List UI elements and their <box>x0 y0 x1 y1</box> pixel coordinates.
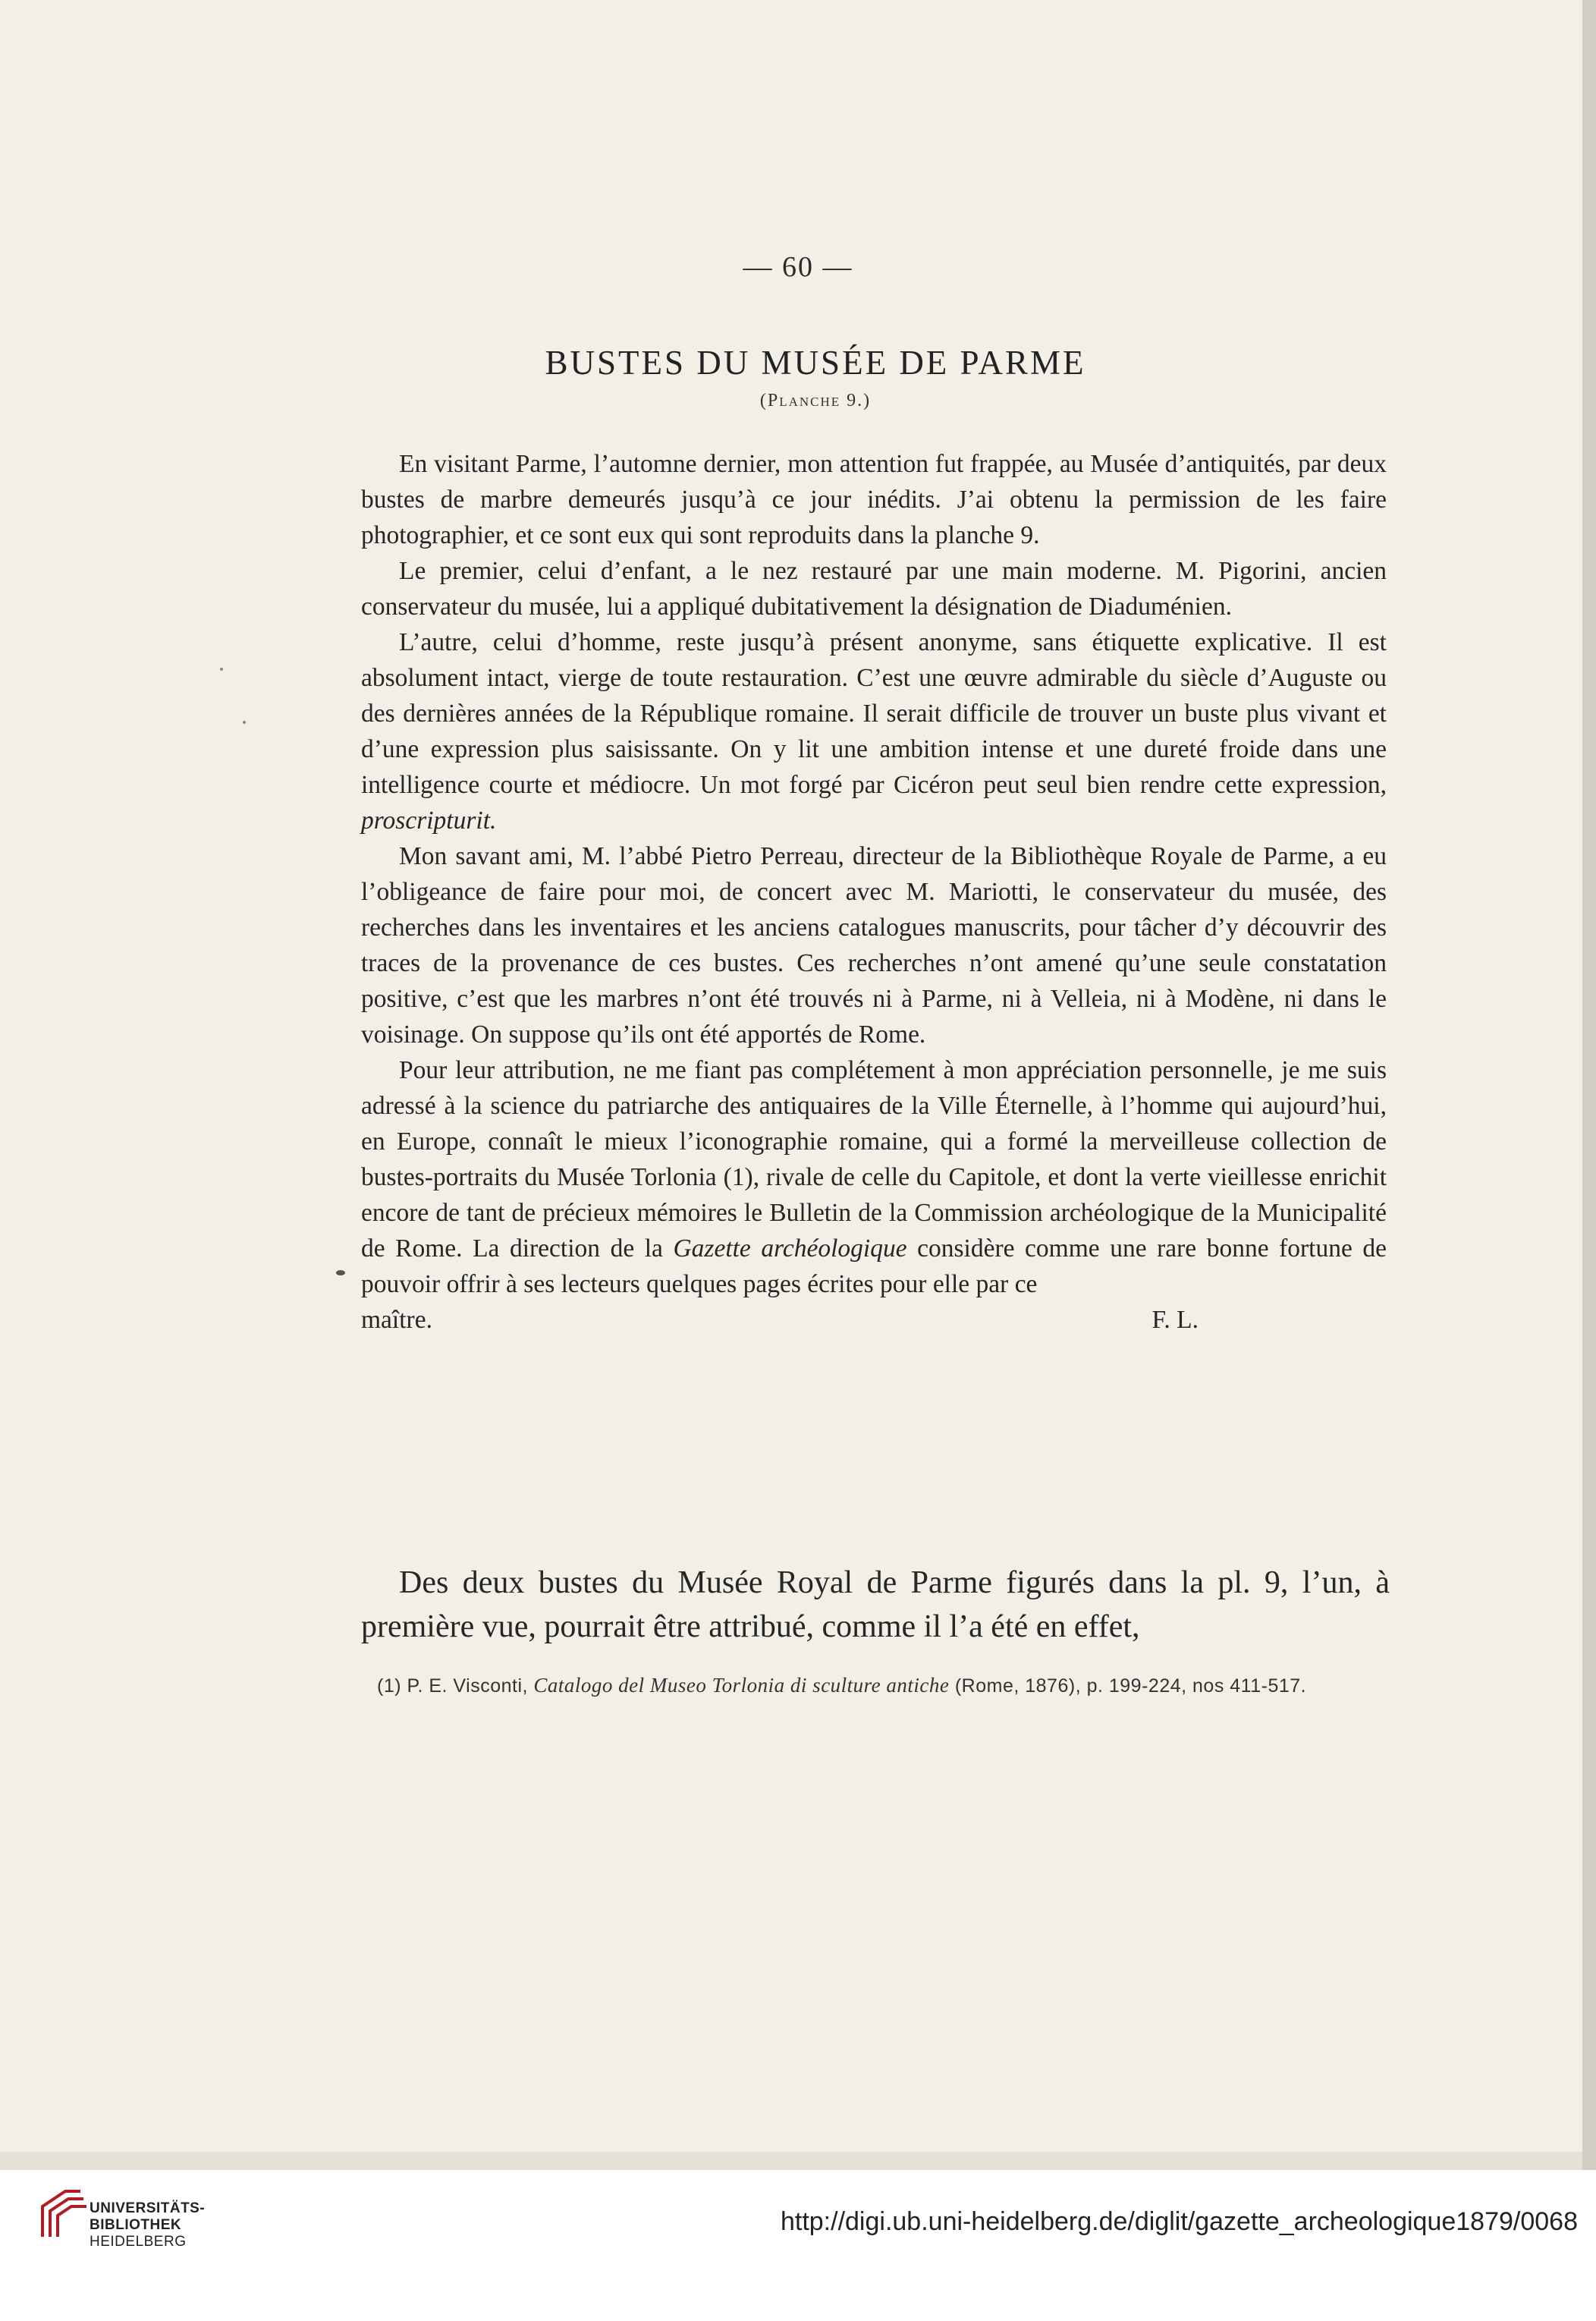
library-logo-icon <box>35 2184 96 2244</box>
journal-name: Gazette archéologique <box>673 1234 907 1263</box>
page-number: — 60 — <box>743 251 853 283</box>
intro-paragraph: Le premier, celui d’enfant, a le nez restauré par une main moderne. M. Pigorini, ancien conservateur du musée, lui a appliqué dubitativement la désignation de Diaduménien. <box>361 557 1387 621</box>
paragraph-text: L’autre, celui d’homme, reste jusqu’à présent anonyme, sans étiquette explicative. Il est absolument intact, vierge de toute restauration. C’est une œuvre admirable du siècle d’Auguste ou des dernières années de la République romaine. Il serait difficile de trouver un buste plus vivant et d’une expression plus saisissante. On y lit une ambition intense et une dureté froide dans une intelligence courte et médiocre. Un mot forgé par Cicéron peut seul bien rendre cette expression, <box>361 628 1387 799</box>
footnote-marker: (1) P. E. Visconti, <box>377 1675 528 1697</box>
author-signoff: F. L. <box>1151 1306 1199 1334</box>
paragraph-text: considère comme une rare bonne fortune de pouvoir offrir à ses lecteurs quelques pages écrites pour elle par ce <box>361 1234 1387 1298</box>
page-edge-shadow <box>1582 0 1596 2170</box>
signature-line <box>361 1302 1387 1338</box>
footnote <box>377 1674 1409 1697</box>
plate-reference: (Planche 9.) <box>759 391 872 410</box>
footer-bar <box>0 2170 1596 2321</box>
intro-paragraph: En visitant Parme, l’automne dernier, mon attention fut frappée, au Musée d’antiquités, par deux bustes de marbre demeurés jusqu’à ce jour inédits. J’ai obtenu la permission de les faire photographier, et ce sont eux qui sont reproduits dans la planche 9. <box>361 450 1387 549</box>
last-word: maître. <box>361 1306 432 1334</box>
footnote-details: (Rome, 1876), p. 199-224, nos 411-517. <box>954 1675 1307 1697</box>
library-name <box>90 2200 205 2250</box>
article-paragraph: Des deux bustes du Musée Royal de Parme figurés dans la pl. 9, l’un, à première vue, pourrait être attribué, comme il l’a été en effet, <box>361 1565 1390 1644</box>
library-name-line: UNIVERSITÄTS- <box>90 2200 206 2216</box>
paper-speck <box>243 721 246 724</box>
italic-word: proscripturit. <box>361 807 497 835</box>
library-name-line: BIBLIOTHEK <box>90 2217 182 2233</box>
intro-paragraph: Mon savant ami, M. l’abbé Pietro Perreau, directeur de la Bibliothèque Royale de Parme, a eu l’obligeance de faire pour moi, de concert avec M. Mariotti, le conservateur du musée, des recherches dans les inventaires et les anciens catalogues manuscrits, pour tâcher d’y découvrir des traces de la provenance de ces bustes. Ces recherches n’ont amené qu’une seule constatation positive, c’est que les marbres n’ont été trouvés ni à Parme, ni à Velleia, ni à Modène, ni dans le voisinage. On suppose qu’ils ont été apportés de Rome. <box>361 842 1387 1049</box>
paragraph-text: Pour leur attribution, ne me fiant pas complétement à mon appréciation personnelle, je me suis adressé à la science du patriarche des antiquaires de la Ville Éternelle, à l’homme qui aujourd’hui, en Europe, connaît le mieux l’iconographie romaine, qui a formé la merveilleuse collection de bustes-portraits du Musée Torlonia (1), rivale de celle du Capitole, et dont la verte vieillesse enrichit encore de tant de précieux mémoires le Bulletin de la Commission archéologique de la Municipalité de Rome. La direction de la <box>361 1056 1387 1263</box>
intro-text <box>361 446 1387 1338</box>
intro-paragraph <box>361 624 1387 838</box>
margin-mark <box>336 1270 345 1275</box>
article-body <box>361 1561 1390 1649</box>
library-name-line: HEIDELBERG <box>90 2234 187 2250</box>
footnote-work-title: Catalogo del Museo Torlonia di sculture antiche <box>533 1674 950 1697</box>
article-title: BUSTES DU MUSÉE DE PARME <box>545 344 1086 382</box>
paper-speck <box>220 668 223 671</box>
intro-paragraph <box>361 1052 1387 1302</box>
source-url-link[interactable]: http://digi.ub.uni-heidelberg.de/diglit/gazette_archeologique1879/0068 <box>780 2207 1578 2236</box>
